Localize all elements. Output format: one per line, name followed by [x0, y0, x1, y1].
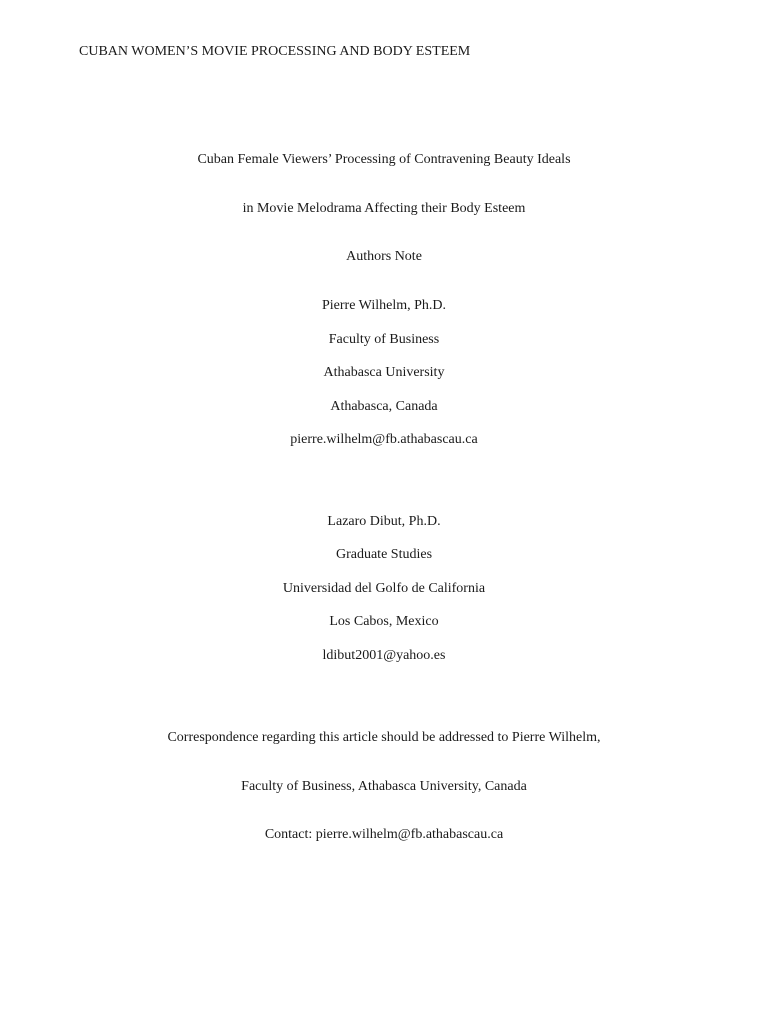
author1-location: Athabasca, Canada — [330, 399, 438, 414]
running-head: CUBAN WOMEN’S MOVIE PROCESSING AND BODY ESTEEM — [79, 44, 471, 59]
correspondence-line-3: Contact: pierre.wilhelm@fb.athabascau.ca — [264, 827, 504, 842]
author2-institution: Universidad del Golfo de California — [282, 581, 486, 596]
correspondence-line-2: Faculty of Business, Athabasca University, Canada — [241, 779, 527, 794]
author2-location: Los Cabos, Mexico — [329, 614, 439, 629]
author1-institution: Athabasca University — [323, 365, 445, 380]
title-line-1: Cuban Female Viewers’ Processing of Contravening Beauty Ideals — [197, 152, 571, 167]
author2-department: Graduate Studies — [335, 547, 433, 562]
author2-email: ldibut2001@yahoo.es — [322, 648, 446, 663]
author2-name: Lazaro Dibut, Ph.D. — [327, 514, 441, 529]
authors-note-heading: Authors Note — [346, 249, 422, 264]
correspondence-line-1: Correspondence regarding this article should be addressed to Pierre Wilhelm, — [167, 730, 601, 745]
author1-email: pierre.wilhelm@fb.athabascau.ca — [290, 432, 478, 447]
title-line-2: in Movie Melodrama Affecting their Body Esteem — [242, 201, 526, 216]
author1-department: Faculty of Business — [328, 332, 440, 347]
author1-name: Pierre Wilhelm, Ph.D. — [322, 298, 446, 313]
